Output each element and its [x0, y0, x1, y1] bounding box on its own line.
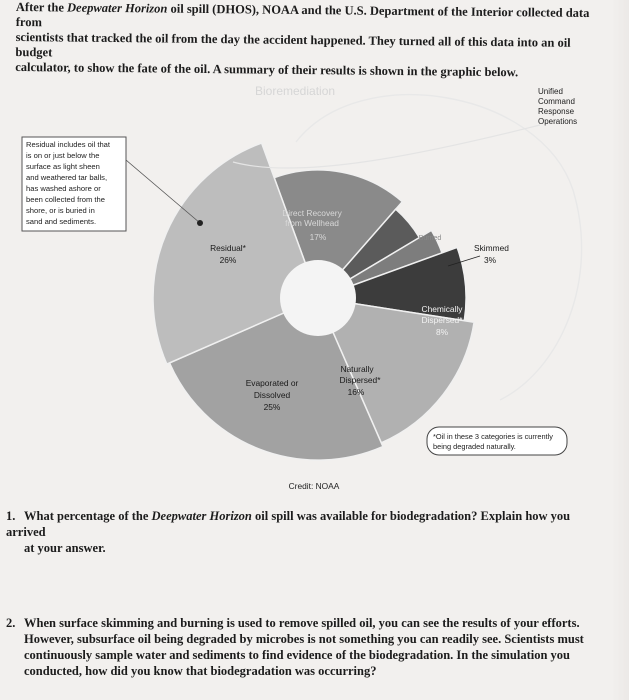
response-label-line-3: Response [538, 107, 575, 116]
label-direct-recovery-value: 17% [309, 232, 327, 242]
footnote-line-1: *Oil in these 3 categories is currently [433, 432, 553, 441]
label-naturally-dispersed-2: Dispersed* [339, 375, 381, 385]
residual-callout-line: is on or just below the [26, 151, 100, 160]
label-naturally-dispersed-1: Naturally [340, 364, 374, 374]
page-edge-shadow [611, 0, 629, 700]
residual-callout-line: Residual includes oil that [26, 140, 111, 149]
label-residual: Residual* [210, 243, 246, 253]
label-evaporated-2: Dissolved [253, 390, 291, 400]
bioremediation-faint-label: Bioremediation [255, 84, 336, 98]
question-1 [6, 508, 606, 556]
residual-callout-dot [197, 220, 203, 226]
intro-paragraph [15, 0, 606, 81]
oil-budget-pie-chart [0, 70, 629, 500]
credit-label: Credit: NOAA [288, 481, 340, 491]
response-operations-label-lines [538, 87, 577, 126]
intro-line-2: scientists that tracked the oil from the day the accident happened. They turned all of this data into an oil budget [15, 29, 571, 60]
label-burned: Burned [418, 235, 442, 242]
residual-callout-line: shore, or is buried in [26, 206, 95, 215]
label-residual-value: 26% [219, 255, 237, 265]
label-chemically-dispersed-value: 8% [435, 327, 449, 337]
question-1-italic: Deepwater Horizon [151, 509, 252, 523]
label-evaporated-1: Evaporated or [245, 378, 299, 388]
question-1-text-a: What percentage of the [24, 509, 152, 523]
pie-center-hole [280, 260, 356, 336]
response-label-line-1: Unified [538, 87, 563, 96]
question-2-cont-2: continuously sample water and sediments to find evidence of the biodegradation. In the simulation you [24, 648, 570, 662]
response-label-line-2: Command [538, 97, 575, 106]
question-2-cont-1: However, subsurface oil being degraded by microbes is not something you can readily see. Scientists must [24, 632, 584, 646]
response-operations-bracket [233, 125, 540, 168]
footnote-line-2: being degraded naturally. [433, 442, 516, 451]
label-skimmed: Skimmed [474, 243, 509, 253]
question-2-cont-3: conducted, how did you know that biodegradation was occurring? [24, 664, 377, 678]
question-2-text-a: When surface skimming and burning is used to remove spilled oil, you can see the results of your efforts. [24, 616, 580, 630]
response-label-line-4: Operations [538, 117, 578, 126]
intro-line-3: calculator, to show the fate of the oil. A summary of their results is shown in the graphic below. [15, 59, 519, 80]
residual-callout-line: surface as light sheen [26, 162, 100, 171]
residual-callout-line: been collected from the [26, 195, 105, 204]
label-evaporated-value: 25% [263, 402, 281, 412]
residual-callout-line: sand and sediments. [26, 217, 97, 226]
label-direct-recovery-2: from Wellhead [285, 218, 339, 228]
question-1-text-b: oil spill was available for biodegradation? Explain how you arrived [6, 509, 571, 539]
label-naturally-dispersed-value: 16% [347, 387, 365, 397]
question-1-number: 1. [6, 509, 16, 523]
residual-callout-leader [126, 160, 200, 223]
label-direct-recovery-1: Direct Recovery [282, 208, 342, 218]
question-2-number: 2. [6, 616, 16, 630]
question-2 [6, 615, 606, 679]
question-1-cont-1: at your answer. [24, 541, 106, 555]
intro-line-1: After the Deepwater Horizon oil spill (DHOS), NOAA and the U.S. Department of the Interior collected data from [15, 0, 590, 30]
label-chemically-dispersed-1: Chemically [421, 304, 463, 314]
label-skimmed-value: 3% [484, 255, 497, 265]
label-chemically-dispersed-2: Dispersed* [421, 315, 463, 325]
residual-callout-line: has washed ashore or [26, 184, 101, 193]
residual-callout-line: and weathered tar balls, [26, 173, 108, 182]
